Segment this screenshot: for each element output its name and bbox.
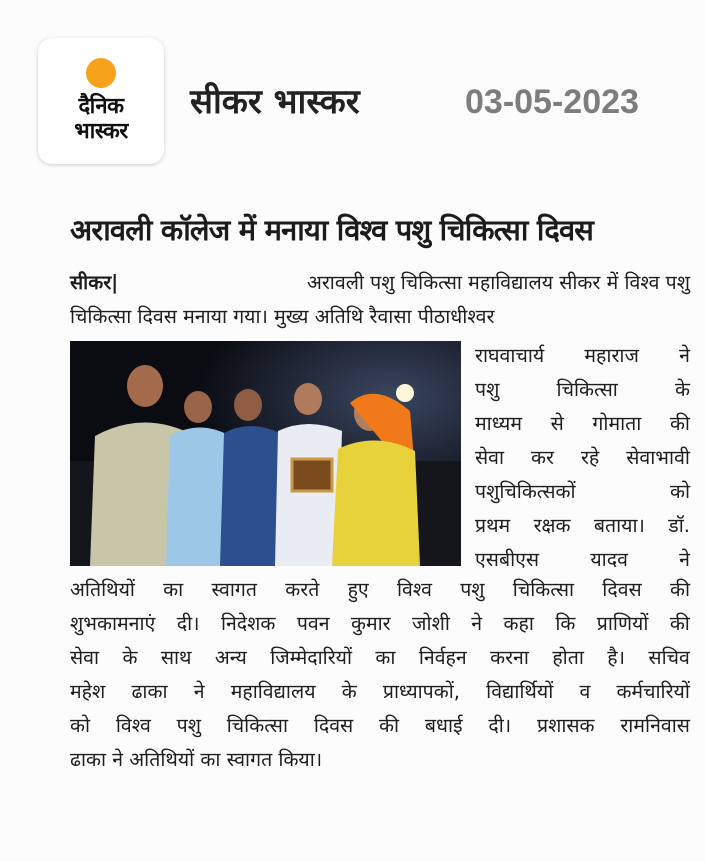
word: सेवा	[70, 646, 100, 669]
article-bottom-line: ढाका ने अतिथियों का स्वागत किया।	[70, 748, 323, 771]
article-text: अरावली पशु चिकित्सा महाविद्यालय सीकर में विश्व पशु	[306, 271, 690, 294]
word: बताया।	[593, 514, 645, 537]
word: पशुचिकित्सकों	[475, 480, 576, 503]
word: कर्मचारियों	[616, 680, 690, 703]
word: दिवस	[313, 714, 354, 737]
article-side-line	[475, 545, 690, 575]
word: रक्षक	[533, 514, 571, 537]
article-side-line	[475, 443, 690, 473]
word: की	[379, 714, 400, 737]
word: माध्यम	[475, 412, 523, 435]
word: को	[70, 714, 91, 737]
felicitation-photo-illustration	[70, 341, 461, 566]
article-side-line	[475, 477, 690, 507]
word: के	[341, 680, 357, 703]
word: से	[550, 412, 564, 435]
word: महाविद्यालय	[230, 680, 316, 703]
word: का	[375, 646, 396, 669]
word: को	[669, 480, 690, 503]
article-side-line	[475, 409, 690, 439]
word: दी।	[488, 714, 512, 737]
word: कर	[531, 446, 554, 469]
word: कि	[555, 612, 576, 635]
article-bottom-line	[70, 609, 690, 639]
logo-text-line1: दैनिक	[78, 94, 124, 119]
word: की	[669, 412, 690, 435]
word: महाराज	[584, 344, 639, 367]
word: होता	[552, 646, 584, 669]
edition-name: सीकर भास्कर	[190, 82, 360, 122]
word: की	[669, 578, 690, 601]
word: निदेशक	[220, 612, 276, 635]
article-line-1	[70, 268, 690, 298]
word: बधाई	[424, 714, 463, 737]
word: सचिव	[648, 646, 690, 669]
word: ने	[193, 680, 205, 703]
word: सेवाभावी	[626, 446, 690, 469]
word: अन्य	[214, 646, 247, 669]
dateline: सीकर|	[70, 271, 119, 294]
word: सेवा	[475, 446, 505, 469]
article-side-line	[475, 511, 690, 541]
word: प्रथम	[475, 514, 511, 537]
word: महेश	[70, 680, 106, 703]
word: विद्यार्थियों	[486, 680, 554, 703]
word: की	[669, 612, 690, 635]
word: चिकित्सा	[226, 714, 289, 737]
word: ने	[679, 548, 690, 571]
word: विश्व	[115, 714, 151, 737]
article-headline: अरावली कॉलेज में मनाया विश्व पशु चिकित्सा दिवस	[70, 213, 594, 247]
word: गोमाता	[592, 412, 642, 435]
word: कुमार	[350, 612, 391, 635]
word: निर्वहन	[418, 646, 467, 669]
word: पवन	[296, 612, 330, 635]
word: जिम्मेदारियों	[270, 646, 353, 669]
word: रामनिवास	[620, 714, 690, 737]
word: पशु	[460, 578, 485, 601]
word: करना	[490, 646, 529, 669]
article-bottom-line	[70, 677, 690, 707]
logo-text-line2: भास्कर	[74, 119, 128, 144]
word: एसबीएस	[475, 548, 540, 571]
word: पशु	[475, 378, 500, 401]
dainik-bhaskar-logo	[38, 38, 164, 164]
word: कहा	[503, 612, 534, 635]
word: के	[122, 646, 138, 669]
word: चिकित्सा	[512, 578, 575, 601]
word: का	[163, 578, 184, 601]
sun-icon	[86, 58, 116, 88]
news-photo	[70, 341, 461, 566]
word: यादव	[590, 548, 628, 571]
article-bottom-line	[70, 643, 690, 673]
article-bottom-line	[70, 711, 690, 741]
word: डॉ.	[668, 514, 690, 537]
word: चिकित्सा	[556, 378, 618, 401]
word: हुए	[347, 578, 369, 601]
word: जोशी	[412, 612, 450, 635]
article-side-line	[475, 341, 690, 371]
word: है।	[607, 646, 626, 669]
word: व	[579, 680, 591, 703]
word: अतिथियों	[70, 578, 135, 601]
word: ने	[679, 344, 690, 367]
article-side-line	[475, 375, 690, 405]
word: प्रशासक	[536, 714, 595, 737]
word: शुभकामनाएं	[70, 612, 156, 635]
word: स्वागत	[211, 578, 258, 601]
article-text: चिकित्सा दिवस मनाया गया। मुख्य अतिथि रैवासा पीठाधीश्वर	[70, 305, 495, 328]
word: दिवस	[602, 578, 642, 601]
word: दी।	[176, 612, 200, 635]
article-bottom-line	[70, 575, 690, 605]
word: ढाका	[131, 680, 168, 703]
word: राघवाचार्य	[475, 344, 545, 367]
word: पशु	[176, 714, 201, 737]
word: करते	[285, 578, 320, 601]
publication-date: 03-05-2023	[465, 83, 639, 121]
article-line-2	[70, 302, 690, 332]
word: के	[675, 378, 690, 401]
word: प्राध्यापकों,	[382, 680, 460, 703]
word: साथ	[160, 646, 192, 669]
word: प्राणियों	[596, 612, 649, 635]
word: विश्व	[396, 578, 432, 601]
word: ने	[471, 612, 483, 635]
word: रहे	[580, 446, 600, 469]
